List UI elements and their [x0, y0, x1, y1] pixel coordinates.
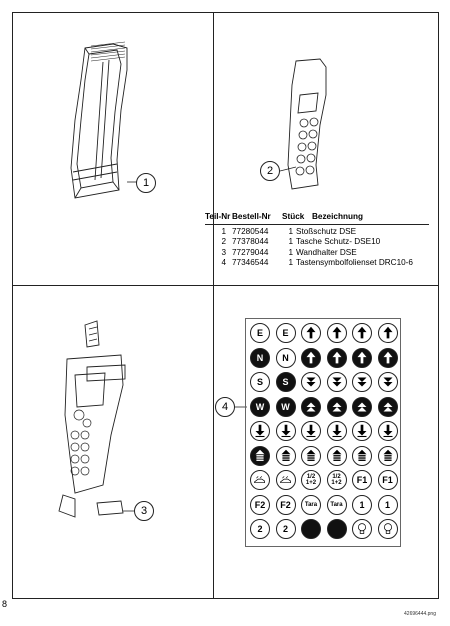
- lamp-icon: [378, 519, 398, 539]
- triangle-up-icon: [378, 397, 398, 417]
- frame-divider-vertical: [213, 13, 214, 598]
- symbol-key: F2: [276, 495, 296, 515]
- arrow-up-icon: [301, 348, 321, 368]
- header-bestell-nr: Bestell-Nr: [232, 212, 271, 221]
- header-teil-nr: Teil-Nr: [205, 212, 231, 221]
- arrow-up-icon: [378, 348, 398, 368]
- table-row: [205, 258, 429, 269]
- arrow-down-bar-icon: [301, 421, 321, 441]
- arrow-up-icon: [327, 348, 347, 368]
- arrow-up-icon: [352, 323, 372, 343]
- symbol-key: N: [250, 348, 270, 368]
- arrow-up-icon: [327, 323, 347, 343]
- arrow-up-icon: [378, 323, 398, 343]
- triangle-down-icon: [378, 372, 398, 392]
- symbol-key: E: [276, 323, 296, 343]
- stueck-cell: 1: [288, 237, 293, 246]
- arrow-down-bar-icon: [352, 421, 372, 441]
- bezeichnung-cell: Stoßschutz DSE: [296, 226, 357, 236]
- arrow-up-icon: [301, 323, 321, 343]
- bestell-nr-cell: 77280544: [232, 226, 269, 236]
- symbol-key: 2: [276, 519, 296, 539]
- symbol-key: S: [276, 372, 296, 392]
- callout-2: 2: [260, 161, 280, 181]
- symbol-key: 1/2 1+2: [327, 470, 347, 490]
- symbol-key: [327, 519, 347, 539]
- table-row: [205, 248, 429, 259]
- arrow-up-stack-icon: [352, 446, 372, 466]
- arrow-up-stack-icon: [250, 446, 270, 466]
- symbol-key: [301, 519, 321, 539]
- arrow-down-bar-icon: [378, 421, 398, 441]
- triangle-down-icon: [352, 372, 372, 392]
- arrow-down-bar-icon: [276, 421, 296, 441]
- symbol-key: F1: [352, 470, 372, 490]
- hand-icon: [250, 470, 270, 490]
- callout-1: 1: [136, 173, 156, 193]
- frame-divider-horizontal: [13, 285, 438, 286]
- symbol-key: W: [276, 397, 296, 417]
- symbol-key: S: [250, 372, 270, 392]
- stueck-cell: 1: [288, 226, 293, 236]
- bestell-nr-cell: 77378044: [232, 237, 269, 246]
- image-filename: 42696444.png: [404, 611, 436, 617]
- symbol-grid: [250, 323, 398, 539]
- symbol-key: F2: [250, 495, 270, 515]
- parts-table-header: [205, 212, 429, 225]
- teil-nr-cell: 2: [221, 237, 226, 246]
- table-row: [205, 237, 429, 248]
- arrow-down-bar-icon: [327, 421, 347, 441]
- stueck-cell: 1: [288, 247, 293, 257]
- lamp-icon: [352, 519, 372, 539]
- table-row: [205, 227, 429, 238]
- protective-pouch-drawing: [260, 55, 340, 205]
- bestell-nr-cell: 77279044: [232, 247, 269, 257]
- triangle-up-icon: [301, 397, 321, 417]
- bumper-guard-drawing: [55, 40, 175, 210]
- teil-nr-cell: 1: [221, 226, 226, 236]
- teil-nr-cell: 4: [221, 258, 226, 267]
- symbol-key: Tara: [301, 495, 321, 515]
- symbol-key: 1/2 1+2: [301, 470, 321, 490]
- arrow-up-stack-icon: [327, 446, 347, 466]
- arrow-up-stack-icon: [276, 446, 296, 466]
- bezeichnung-cell: Tastensymbolfolienset DRC10-6: [296, 258, 413, 267]
- symbol-key: N: [276, 348, 296, 368]
- arrow-down-bar-icon: [250, 421, 270, 441]
- symbol-key: 1: [352, 495, 372, 515]
- header-bezeichnung: Bezeichnung: [312, 212, 363, 221]
- triangle-up-icon: [327, 397, 347, 417]
- symbol-key: W: [250, 397, 270, 417]
- symbol-key: F1: [378, 470, 398, 490]
- parts-table: [205, 212, 429, 269]
- wall-holder-drawing: [45, 315, 165, 530]
- bezeichnung-cell: Tasche Schutz- DSE10: [296, 237, 381, 246]
- symbol-key: 1: [378, 495, 398, 515]
- symbol-key: Tara: [327, 495, 347, 515]
- triangle-up-icon: [352, 397, 372, 417]
- stueck-cell: 1: [288, 258, 293, 267]
- symbol-key: 2: [250, 519, 270, 539]
- hand-icon: [276, 470, 296, 490]
- arrow-up-icon: [352, 348, 372, 368]
- bezeichnung-cell: Wandhalter DSE: [296, 247, 357, 257]
- header-stueck: Stück: [282, 212, 305, 221]
- callout-4: 4: [215, 397, 235, 417]
- callout-3: 3: [134, 501, 154, 521]
- teil-nr-cell: 3: [221, 247, 226, 257]
- arrow-up-stack-icon: [378, 446, 398, 466]
- arrow-up-stack-icon: [301, 446, 321, 466]
- bestell-nr-cell: 77346544: [232, 258, 269, 267]
- page-number: 8: [2, 599, 8, 609]
- triangle-down-icon: [327, 372, 347, 392]
- triangle-down-icon: [301, 372, 321, 392]
- symbol-key: E: [250, 323, 270, 343]
